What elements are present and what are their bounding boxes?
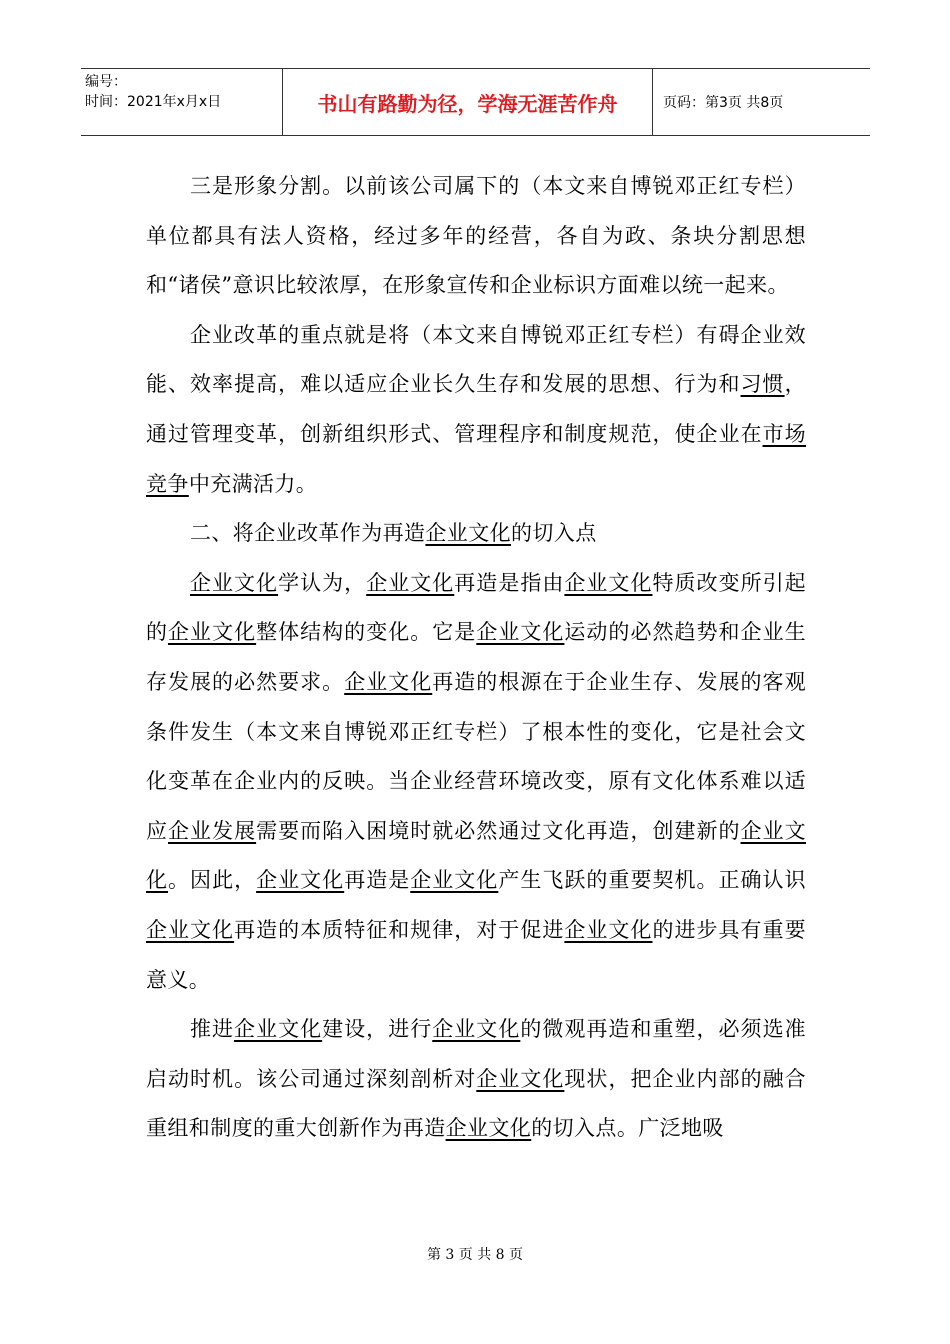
- paragraph-text: 三是形象分割。以前该公司属下的（本文来自博锐邓正红专栏）单位都具有法人资格，经过多年的经营，各自为政、条块分割思想和“诸侯”意识比较浓厚，在形象宣传和企业标识方面难以统一起来。: [146, 174, 806, 298]
- paragraph-text: 运动的必然趋势和企业生存发展的必然要求。: [146, 620, 806, 694]
- paragraph-text: 再造的根源在于企业生存、发展的客观条件发生（本文来自博锐邓正红专栏）了根本性的变化，它是社会文化变革在企业内的反映。当企业经营环境改变，原有文化体系难以适应: [146, 669, 806, 843]
- paragraph-text: 学认为，: [278, 570, 367, 595]
- hyperlink-term[interactable]: 企业文化: [425, 521, 512, 546]
- hyperlink-term[interactable]: 企业文化: [476, 1066, 565, 1091]
- body-paragraph: [146, 162, 806, 311]
- paragraph-text: 二、将企业改革作为再造: [190, 521, 426, 546]
- hyperlink-term[interactable]: 习惯: [740, 372, 785, 397]
- hyperlink-term[interactable]: 市场竞争: [146, 421, 806, 496]
- paragraph-text: 整体结构的变化。它是: [256, 620, 477, 645]
- hyperlink-term[interactable]: 企业文化: [445, 1116, 532, 1141]
- hyperlink-term[interactable]: 企业发展: [168, 818, 257, 843]
- paragraph-text: 的切入点。广泛地吸: [531, 1116, 724, 1141]
- paragraph-text: 的切入点: [511, 521, 597, 546]
- paragraph-text: 的微观再造和重塑，必须选准启动时机。该公司通过深刻剖析对: [146, 1017, 806, 1091]
- paragraph-text: 企业改革的重点就是将（本文来自博锐邓正红专栏）有碍企业效能、效率提高，难以适应企业长久生存和发展的思想、行为和: [146, 322, 806, 397]
- header-page-info: 页码：第3页 共8页: [663, 95, 784, 111]
- hyperlink-term[interactable]: 企业文化: [146, 917, 235, 942]
- hyperlink-term[interactable]: 企业文化: [256, 868, 345, 893]
- paragraph-text: ，通过管理变革，创新组织形式、管理程序和制度规范，使企业在: [146, 372, 806, 446]
- paragraph-text: 需要而陷入困境时就必然通过文化再造，创建新的: [256, 818, 741, 843]
- hyperlink-term[interactable]: 企业文化: [410, 868, 499, 893]
- paragraph-text: 中充满活力。: [188, 471, 318, 496]
- paragraph-text: 再造的本质特征和规律，对于促进: [234, 917, 565, 942]
- paragraph-text: 再造是指由: [454, 570, 565, 595]
- body-paragraph: [146, 311, 806, 509]
- hyperlink-term[interactable]: 企业文化: [234, 1017, 323, 1042]
- document-time-label: 时间：2021年x月x日: [85, 94, 222, 110]
- paragraph-text: 现状，把企业内部的融合重组和制度的重大创新作为再造: [146, 1066, 807, 1141]
- hyperlink-term[interactable]: 企业文化: [432, 1017, 521, 1042]
- document-number-label: 编号：: [85, 74, 127, 90]
- hyperlink-term[interactable]: 企业文化: [366, 570, 455, 595]
- paragraph-text: 建设，进行: [322, 1017, 433, 1042]
- hyperlink-term[interactable]: 企业文化: [168, 620, 257, 645]
- hyperlink-term[interactable]: 企业文化: [564, 917, 653, 942]
- page-footer: 第 3 页 共 8 页: [426, 1247, 524, 1263]
- paragraph-text: 推进: [190, 1017, 235, 1042]
- paragraph-text: 再造是: [344, 868, 411, 893]
- paragraph-text: 的进步具有重要意义。: [146, 917, 806, 992]
- hyperlink-term[interactable]: 企业文化: [190, 570, 279, 595]
- hyperlink-term[interactable]: 企业文化: [564, 570, 653, 595]
- body-paragraph: [146, 559, 806, 1005]
- hyperlink-term[interactable]: 企业文化: [146, 818, 806, 893]
- body-paragraph: [146, 509, 806, 559]
- body-paragraph: [146, 1005, 806, 1154]
- paragraph-text: 。因此，: [168, 868, 257, 893]
- hyperlink-term[interactable]: 企业文化: [476, 620, 565, 645]
- document-body: [146, 162, 806, 1154]
- hyperlink-term[interactable]: 企业文化: [344, 669, 433, 694]
- paragraph-text: 特质改变所引起的: [146, 570, 807, 645]
- header-meta: [81, 69, 283, 135]
- paragraph-text: 产生飞跃的重要契机。正确认识: [498, 868, 806, 893]
- header-motto: 书山有路勤为径，学海无涯苦作舟: [283, 69, 653, 135]
- page-header: [81, 68, 870, 136]
